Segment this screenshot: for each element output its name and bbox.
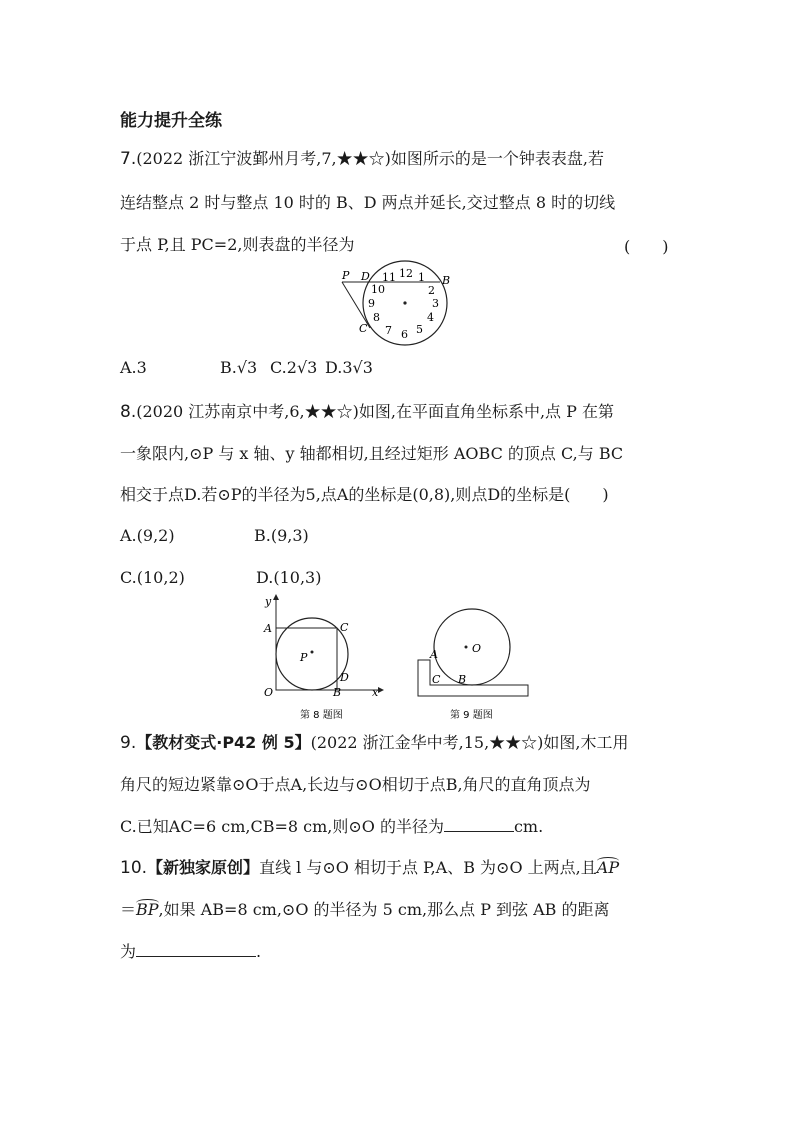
q10-equals: ＝ xyxy=(120,900,137,919)
fig8-label-b: B xyxy=(333,686,342,699)
section-title: 能力提升全练 xyxy=(120,111,222,131)
q8-option-a: A.(9,2) xyxy=(120,526,175,545)
x-axis-arrow xyxy=(378,687,384,693)
q7-text-1: (2022 浙江宁波鄞州月考,7,★★☆)如图所示的是一个钟表表盘,若 xyxy=(136,149,604,168)
q10-line1 xyxy=(120,857,619,879)
q8-option-c: C.(10,2) xyxy=(120,568,185,587)
q7-clock-figure xyxy=(330,258,470,348)
point-b-label: B xyxy=(442,274,451,287)
q10-answer-blank[interactable] xyxy=(136,940,256,957)
q10-tag: 【新独家原创】 xyxy=(147,858,260,877)
q10-arc-ap: AP xyxy=(596,858,620,877)
point-d-label: D xyxy=(361,270,370,283)
clock-num-7: 7 xyxy=(385,324,392,337)
clock-num-5: 5 xyxy=(416,323,423,336)
q10-period: . xyxy=(256,942,262,961)
clock-num-12: 12 xyxy=(399,267,413,280)
fig9-label-a: A xyxy=(430,648,438,661)
q7-option-b: B.√3 xyxy=(220,358,258,377)
point-c-label: C xyxy=(359,322,368,335)
q9-text-1: (2022 浙江金华中考,15,★★☆)如图,木工用 xyxy=(310,733,629,752)
point-p xyxy=(311,651,314,654)
q7-number: 7. xyxy=(120,149,137,169)
q7-option-a: A.3 xyxy=(120,358,147,377)
q8-coordinate-figure xyxy=(258,592,392,722)
fig8-label-p: P xyxy=(300,651,308,664)
clock-num-8: 8 xyxy=(373,311,380,324)
q9-answer-blank[interactable] xyxy=(444,815,514,832)
clock-num-11: 11 xyxy=(382,271,396,284)
q10-text-3: 为 xyxy=(120,942,137,961)
q8-option-d: D.(10,3) xyxy=(256,568,322,587)
q9-line2: 角尺的短边紧靠⊙O于点A,长边与⊙O相切于点B,角尺的直角顶点为 xyxy=(120,775,591,794)
fig8-label-d: D xyxy=(340,671,349,684)
q8-line1 xyxy=(120,401,614,423)
q9-line3 xyxy=(120,815,543,838)
fig9-caption: 第 9 题图 xyxy=(450,710,493,721)
clock-num-1: 1 xyxy=(418,271,425,284)
fig9-label-b: B xyxy=(458,673,467,686)
q9-unit: cm. xyxy=(513,817,544,836)
q9-carpenter-square-figure xyxy=(410,592,540,722)
clock-num-3: 3 xyxy=(432,297,439,310)
fig8-label-a: A xyxy=(264,622,272,635)
q7-answer-bracket: ( ) xyxy=(624,237,669,256)
q10-line2 xyxy=(120,899,610,921)
q10-line3 xyxy=(120,940,261,963)
fig9-label-o: O xyxy=(472,642,482,655)
q7-line1 xyxy=(120,148,604,170)
q10-number: 10. xyxy=(120,858,148,878)
q7-option-c: C.2√3 xyxy=(270,358,318,377)
fig8-label-y: y xyxy=(265,595,272,608)
clock-num-6: 6 xyxy=(401,328,408,341)
q7-line3: 于点 P,且 PC=2,则表盘的半径为 xyxy=(120,235,355,254)
fig9-label-c: C xyxy=(432,673,441,686)
q9-number: 9. xyxy=(120,733,137,753)
y-axis-arrow xyxy=(273,594,279,600)
point-o xyxy=(465,646,468,649)
q10-arc-bp: BP xyxy=(136,900,159,919)
fig8-label-x: x xyxy=(372,686,379,699)
q7-option-d: D.3√3 xyxy=(325,358,373,377)
q9-tag: 【教材变式·P42 例 5】 xyxy=(136,733,311,752)
q9-text-3: C.已知AC=6 cm,CB=8 cm,则⊙O 的半径为 xyxy=(120,817,444,836)
q7-line2: 连结整点 2 时与整点 10 时的 B、D 两点并延长,交过整点 8 时的切线 xyxy=(120,193,616,212)
q10-text-2: ,如果 AB=8 cm,⊙O 的半径为 5 cm,那么点 P 到弦 AB 的距离 xyxy=(158,900,610,919)
clock-center xyxy=(403,301,406,304)
q8-number: 8. xyxy=(120,402,137,422)
fig8-caption: 第 8 题图 xyxy=(300,710,343,721)
clock-num-10: 10 xyxy=(371,283,385,296)
q8-line3: 相交于点D.若⊙P的半径为5,点A的坐标是(0,8),则点D的坐标是( ) xyxy=(120,485,609,504)
fig8-label-c: C xyxy=(340,621,349,634)
clock-num-2: 2 xyxy=(428,284,435,297)
q10-text-1: 直线 l 与⊙O 相切于点 P,A、B 为⊙O 上两点,且 xyxy=(259,858,597,877)
point-p-label: P xyxy=(342,269,350,282)
q8-option-b: B.(9,3) xyxy=(254,526,309,545)
q8-line2: 一象限内,⊙P 与 x 轴、y 轴都相切,且经过矩形 AOBC 的顶点 C,与 BC xyxy=(120,444,624,463)
fig8-label-o: O xyxy=(264,686,274,699)
q9-line1 xyxy=(120,732,629,754)
clock-num-9: 9 xyxy=(368,297,375,310)
q8-text-1: (2020 江苏南京中考,6,★★☆)如图,在平面直角坐标系中,点 P 在第 xyxy=(136,402,614,421)
clock-num-4: 4 xyxy=(427,311,434,324)
